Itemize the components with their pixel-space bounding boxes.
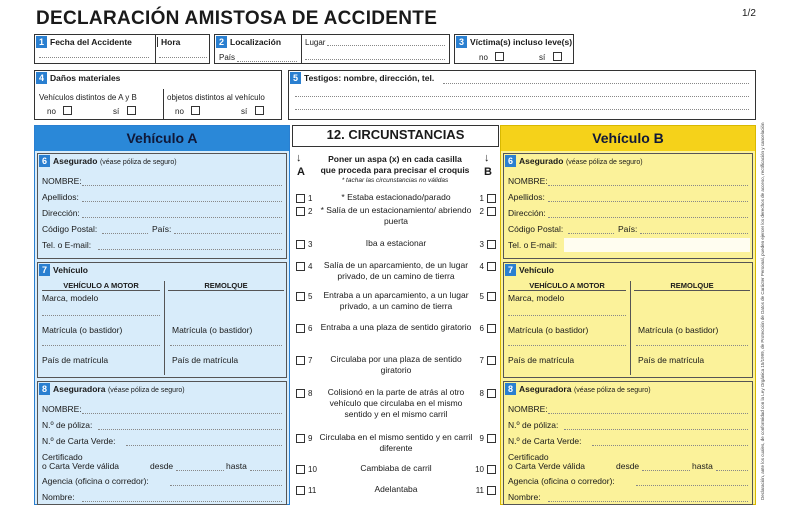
circumstance-number: 2 [308, 207, 313, 216]
from-label: desde [616, 461, 640, 471]
green-card-label: N.º de Carta Verde: [42, 436, 116, 446]
address-input[interactable] [548, 217, 748, 218]
objects-label: objetos distintos al vehículo [167, 93, 265, 102]
circumstance-b-checkbox[interactable] [487, 434, 496, 443]
make-model-label: Marca, modelo [42, 293, 99, 303]
circumstance-b-checkbox[interactable] [487, 262, 496, 271]
yes-label: sí [113, 107, 120, 116]
country-input[interactable] [174, 233, 282, 234]
circumstance-text: Entraba a un aparcamiento, a un lugar privado, a un camino de tierra [323, 290, 469, 311]
postal-code-input[interactable] [102, 233, 148, 234]
vehicle-b-vehicle [503, 262, 753, 378]
section-victims [454, 34, 574, 64]
section-date [34, 34, 210, 64]
registration-label: Matrícula (o bastidor) [508, 325, 589, 335]
witnesses-input-3[interactable] [295, 109, 749, 110]
circumstance-text: Circulaba por una plaza de sentido giratorio [330, 354, 462, 375]
trailer-country-label: País de matrícula [172, 355, 239, 365]
until-input[interactable] [716, 470, 748, 471]
section-number: 7 [39, 264, 50, 276]
agency-name-label: Nombre: [42, 492, 75, 502]
victims-label: Víctima(s) incluso leve(s) [470, 37, 573, 47]
country-label: País: [618, 224, 638, 234]
circumstance-text: Colisionó en la parte de atrás al otro vehículo que circulaba en el mismo sentido y en el mismo carril [327, 387, 465, 419]
circumstance-number: 8 [479, 389, 484, 398]
date-label: Fecha del Accidente [50, 37, 132, 47]
make-model-label: Marca, modelo [508, 293, 565, 303]
vehicle-a-insured [37, 153, 287, 259]
col-a-label: A [297, 166, 305, 178]
circumstance-a-checkbox[interactable] [296, 292, 305, 301]
damages-label: Daños materiales [50, 73, 121, 83]
registration-country-label: País de matrícula [42, 355, 109, 365]
section-number: 6 [505, 155, 516, 167]
circumstance-number: 11 [308, 486, 317, 495]
insurer-name-input[interactable] [548, 413, 748, 414]
instruction-3: * tachar las circunstancias no válidas [341, 177, 449, 184]
phone-email-input[interactable] [564, 238, 750, 252]
circumstance-b-checkbox[interactable] [487, 240, 496, 249]
vehicle-b-insured [503, 153, 753, 259]
section-number: 6 [39, 155, 50, 167]
circumstance-row [293, 432, 498, 454]
trailer-registration-label: Matrícula (o bastidor) [638, 325, 719, 335]
agency-input[interactable] [170, 485, 282, 486]
circumstance-number: 9 [479, 434, 484, 443]
until-label: hasta [692, 461, 713, 471]
section-location [214, 34, 450, 64]
circumstance-number: 3 [308, 240, 313, 249]
objects-yes-checkbox[interactable] [255, 106, 264, 115]
victims-no-checkbox[interactable] [495, 52, 504, 61]
motor-vehicle-header: VEHÍCULO A MOTOR [508, 281, 626, 291]
circumstance-row [293, 463, 498, 485]
circumstance-text: Adelantaba [374, 484, 418, 494]
col-b-label: B [484, 166, 492, 178]
circumstances-title: 12. CIRCUNSTANCIAS [326, 127, 465, 142]
section-number: 2 [216, 36, 227, 48]
objects-no-checkbox[interactable] [191, 106, 200, 115]
victims-yes-checkbox[interactable] [553, 52, 562, 61]
name-input[interactable] [82, 185, 282, 186]
circumstance-number: 1 [479, 194, 484, 203]
circumstance-number: 6 [479, 324, 484, 333]
make-model-input[interactable] [42, 315, 160, 316]
green-card-label: N.º de Carta Verde: [508, 436, 582, 446]
circumstance-row [293, 205, 498, 227]
country-label: País [219, 53, 236, 62]
phone-email-label: Tel. o E-mail: [508, 240, 558, 250]
hour-input[interactable] [159, 57, 207, 58]
insured-note: (véase póliza de seguro) [99, 159, 177, 166]
circumstance-number: 3 [479, 240, 484, 249]
circumstance-number: 9 [308, 434, 313, 443]
circumstance-a-checkbox[interactable] [296, 240, 305, 249]
postal-code-label: Código Postal: [508, 224, 564, 234]
policy-number-input[interactable] [564, 429, 748, 430]
circumstance-row [293, 238, 498, 260]
section-number: 5 [290, 72, 301, 84]
circumstance-row [293, 322, 498, 344]
vehicle-a-vehicle [37, 262, 287, 378]
circumstance-b-checkbox[interactable] [487, 207, 496, 216]
circumstance-a-checkbox[interactable] [296, 434, 305, 443]
vehicle-b-column [500, 125, 756, 505]
section-number: 8 [505, 383, 516, 395]
circumstance-number: 6 [308, 324, 313, 333]
section-number: 8 [39, 383, 50, 395]
green-card-input[interactable] [592, 445, 748, 446]
agency-name-input[interactable] [82, 501, 282, 502]
instruction-2: que proceda para precisar el croquis [320, 165, 470, 175]
place-label: Lugar [305, 38, 326, 47]
name-input[interactable] [548, 185, 748, 186]
country-input[interactable] [237, 61, 297, 62]
circumstance-text: Entraba a una plaza de sentido giratorio [320, 322, 472, 332]
circumstance-number: 2 [479, 207, 484, 216]
vehicle-b-insurer [503, 381, 753, 505]
vehicle-a-column [34, 125, 290, 505]
circumstance-a-checkbox[interactable] [296, 194, 305, 203]
circumstance-number: 10 [475, 465, 484, 474]
address-label: Dirección: [508, 208, 546, 218]
circumstance-b-checkbox[interactable] [487, 486, 496, 495]
circumstance-text: Circulaba en el mismo sentido y en carril diferente [319, 432, 473, 453]
registration-label: Matrícula (o bastidor) [42, 325, 123, 335]
certificate-label: Certificado [508, 452, 549, 462]
witnesses-label: Testigos: nombre, dirección, tel. [304, 73, 435, 83]
registration-input[interactable] [508, 345, 626, 346]
circumstance-text: * Salía de un estacionamiento/ abriendo puerta [320, 205, 472, 226]
legal-sidebar-text: Declaración, ante los cuales, de conformidad con la Ley Orgánica 15/1999, de Protección de Datos de Carácter Personal, pueden ejercer los derechos de acceso, rectificación y cancelación [760, 122, 765, 500]
trailer-registration-label: Matrícula (o bastidor) [172, 325, 253, 335]
section-number: 7 [505, 264, 516, 276]
agency-input[interactable] [636, 485, 748, 486]
circumstance-number: 1 [308, 194, 313, 203]
insurer-note: (véase póliza de seguro) [107, 387, 185, 394]
insured-note: (véase póliza de seguro) [565, 159, 643, 166]
circumstance-text: * Estaba estacionado/parado [341, 192, 451, 202]
no-label: no [47, 107, 56, 116]
date-input[interactable] [39, 57, 149, 58]
circumstance-a-checkbox[interactable] [296, 324, 305, 333]
until-label: hasta [226, 461, 247, 471]
page-title: DECLARACIÓN AMISTOSA DE ACCIDENTE [36, 8, 438, 29]
instruction-1: Poner un aspa (x) en cada casilla [328, 154, 462, 164]
circumstance-b-checkbox[interactable] [487, 465, 496, 474]
vehicle-b-header: Vehículo B [501, 126, 755, 151]
postal-code-input[interactable] [568, 233, 614, 234]
surname-label: Apellidos: [508, 192, 545, 202]
circumstance-row [293, 260, 498, 282]
surname-input[interactable] [82, 201, 282, 202]
insurer-note: (véase póliza de seguro) [573, 387, 651, 394]
arrow-down-icon: ↓ [484, 152, 490, 164]
witnesses-input[interactable] [443, 83, 749, 84]
green-card-input[interactable] [126, 445, 282, 446]
certificate-valid-label: o Carta Verde válida [508, 461, 586, 471]
certificate-label: Certificado [42, 452, 83, 462]
from-input[interactable] [642, 470, 690, 471]
circumstance-b-checkbox[interactable] [487, 356, 496, 365]
trailer-country-label: País de matrícula [638, 355, 705, 365]
from-input[interactable] [176, 470, 224, 471]
place-input[interactable] [327, 45, 445, 46]
agency-label: Agencia (oficina o corredor): [508, 476, 615, 486]
postal-code-label: Código Postal: [42, 224, 98, 234]
vehicles-label: Vehículos distintos de A y B [39, 93, 137, 102]
witnesses-input-2[interactable] [295, 96, 749, 97]
circumstance-a-checkbox[interactable] [296, 262, 305, 271]
circumstance-b-checkbox[interactable] [487, 389, 496, 398]
registration-input[interactable] [42, 345, 160, 346]
make-model-input[interactable] [508, 315, 626, 316]
policy-number-label: N.º de póliza: [508, 420, 559, 430]
section-number: 4 [36, 72, 47, 84]
vehicle-a-insurer [37, 381, 287, 505]
insurer-label: Aseguradora [519, 384, 572, 394]
insured-label: Asegurado [519, 156, 564, 166]
circumstance-a-checkbox[interactable] [296, 389, 305, 398]
yes-label: sí [241, 107, 248, 116]
hour-label: Hora [157, 37, 180, 47]
circumstance-number: 11 [475, 486, 484, 495]
surname-label: Apellidos: [42, 192, 79, 202]
country-input[interactable] [640, 233, 748, 234]
address-input[interactable] [82, 217, 282, 218]
page-number: 1/2 [742, 8, 756, 19]
trailer-registration-input[interactable] [170, 345, 282, 346]
vehicle-label: Vehículo [53, 265, 88, 275]
no-label: no [175, 107, 184, 116]
phone-email-input[interactable] [98, 249, 282, 250]
vehicle-a-header: Vehículo A [35, 126, 289, 151]
no-label: no [479, 53, 488, 62]
circumstance-number: 8 [308, 389, 313, 398]
circumstance-a-checkbox[interactable] [296, 465, 305, 474]
circumstance-text: Salía de un aparcamiento, de un lugar privado, de un camino de tierra [323, 260, 469, 281]
circumstance-row [293, 290, 498, 312]
registration-country-label: País de matrícula [508, 355, 575, 365]
circumstance-a-checkbox[interactable] [296, 356, 305, 365]
circumstance-b-checkbox[interactable] [487, 194, 496, 203]
certificate-valid-label: o Carta Verde válida [42, 461, 120, 471]
circumstance-row [293, 387, 498, 419]
address-label: Dirección: [42, 208, 80, 218]
circumstance-row [293, 484, 498, 505]
trailer-registration-input[interactable] [636, 345, 748, 346]
vehicles-no-checkbox[interactable] [63, 106, 72, 115]
circumstance-number: 5 [308, 292, 313, 301]
section-number: 3 [456, 36, 467, 48]
circumstance-b-checkbox[interactable] [487, 292, 496, 301]
circumstance-number: 7 [479, 356, 484, 365]
name-label: NOMBRE: [508, 176, 548, 186]
section-number: 1 [36, 36, 47, 48]
vehicles-yes-checkbox[interactable] [127, 106, 136, 115]
circumstance-b-checkbox[interactable] [487, 324, 496, 333]
policy-number-label: N.º de póliza: [42, 420, 93, 430]
trailer-header: REMOLQUE [168, 281, 284, 291]
circumstance-number: 4 [308, 262, 313, 271]
circumstance-number: 5 [479, 292, 484, 301]
agency-name-label: Nombre: [508, 492, 541, 502]
circumstance-a-checkbox[interactable] [296, 207, 305, 216]
policy-number-input[interactable] [98, 429, 282, 430]
circumstance-number: 4 [479, 262, 484, 271]
name-label: NOMBRE: [42, 176, 82, 186]
insurer-label: Aseguradora [53, 384, 106, 394]
agency-name-input[interactable] [548, 501, 748, 502]
section-witnesses [288, 70, 756, 120]
location-label: Localización [230, 37, 282, 47]
section-damages [34, 70, 282, 120]
place-input-2[interactable] [305, 59, 445, 60]
trailer-header: REMOLQUE [634, 281, 750, 291]
from-label: desde [150, 461, 174, 471]
until-input[interactable] [250, 470, 282, 471]
circumstance-text: Cambiaba de carril [360, 463, 432, 473]
country-label: País: [152, 224, 172, 234]
circumstance-a-checkbox[interactable] [296, 486, 305, 495]
insurer-name-input[interactable] [82, 413, 282, 414]
circumstance-number: 10 [308, 465, 317, 474]
yes-label: sí [539, 53, 546, 62]
circumstance-row [293, 354, 498, 376]
insurer-name-label: NOMBRE: [508, 404, 548, 414]
insurer-name-label: NOMBRE: [42, 404, 82, 414]
agency-label: Agencia (oficina o corredor): [42, 476, 149, 486]
motor-vehicle-header: VEHÍCULO A MOTOR [42, 281, 160, 291]
vehicle-label: Vehículo [519, 265, 554, 275]
circumstance-number: 7 [308, 356, 313, 365]
circumstance-text: Iba a estacionar [365, 238, 427, 248]
insured-label: Asegurado [53, 156, 98, 166]
surname-input[interactable] [548, 201, 748, 202]
arrow-down-icon: ↓ [296, 152, 302, 164]
phone-email-label: Tel. o E-mail: [42, 240, 92, 250]
